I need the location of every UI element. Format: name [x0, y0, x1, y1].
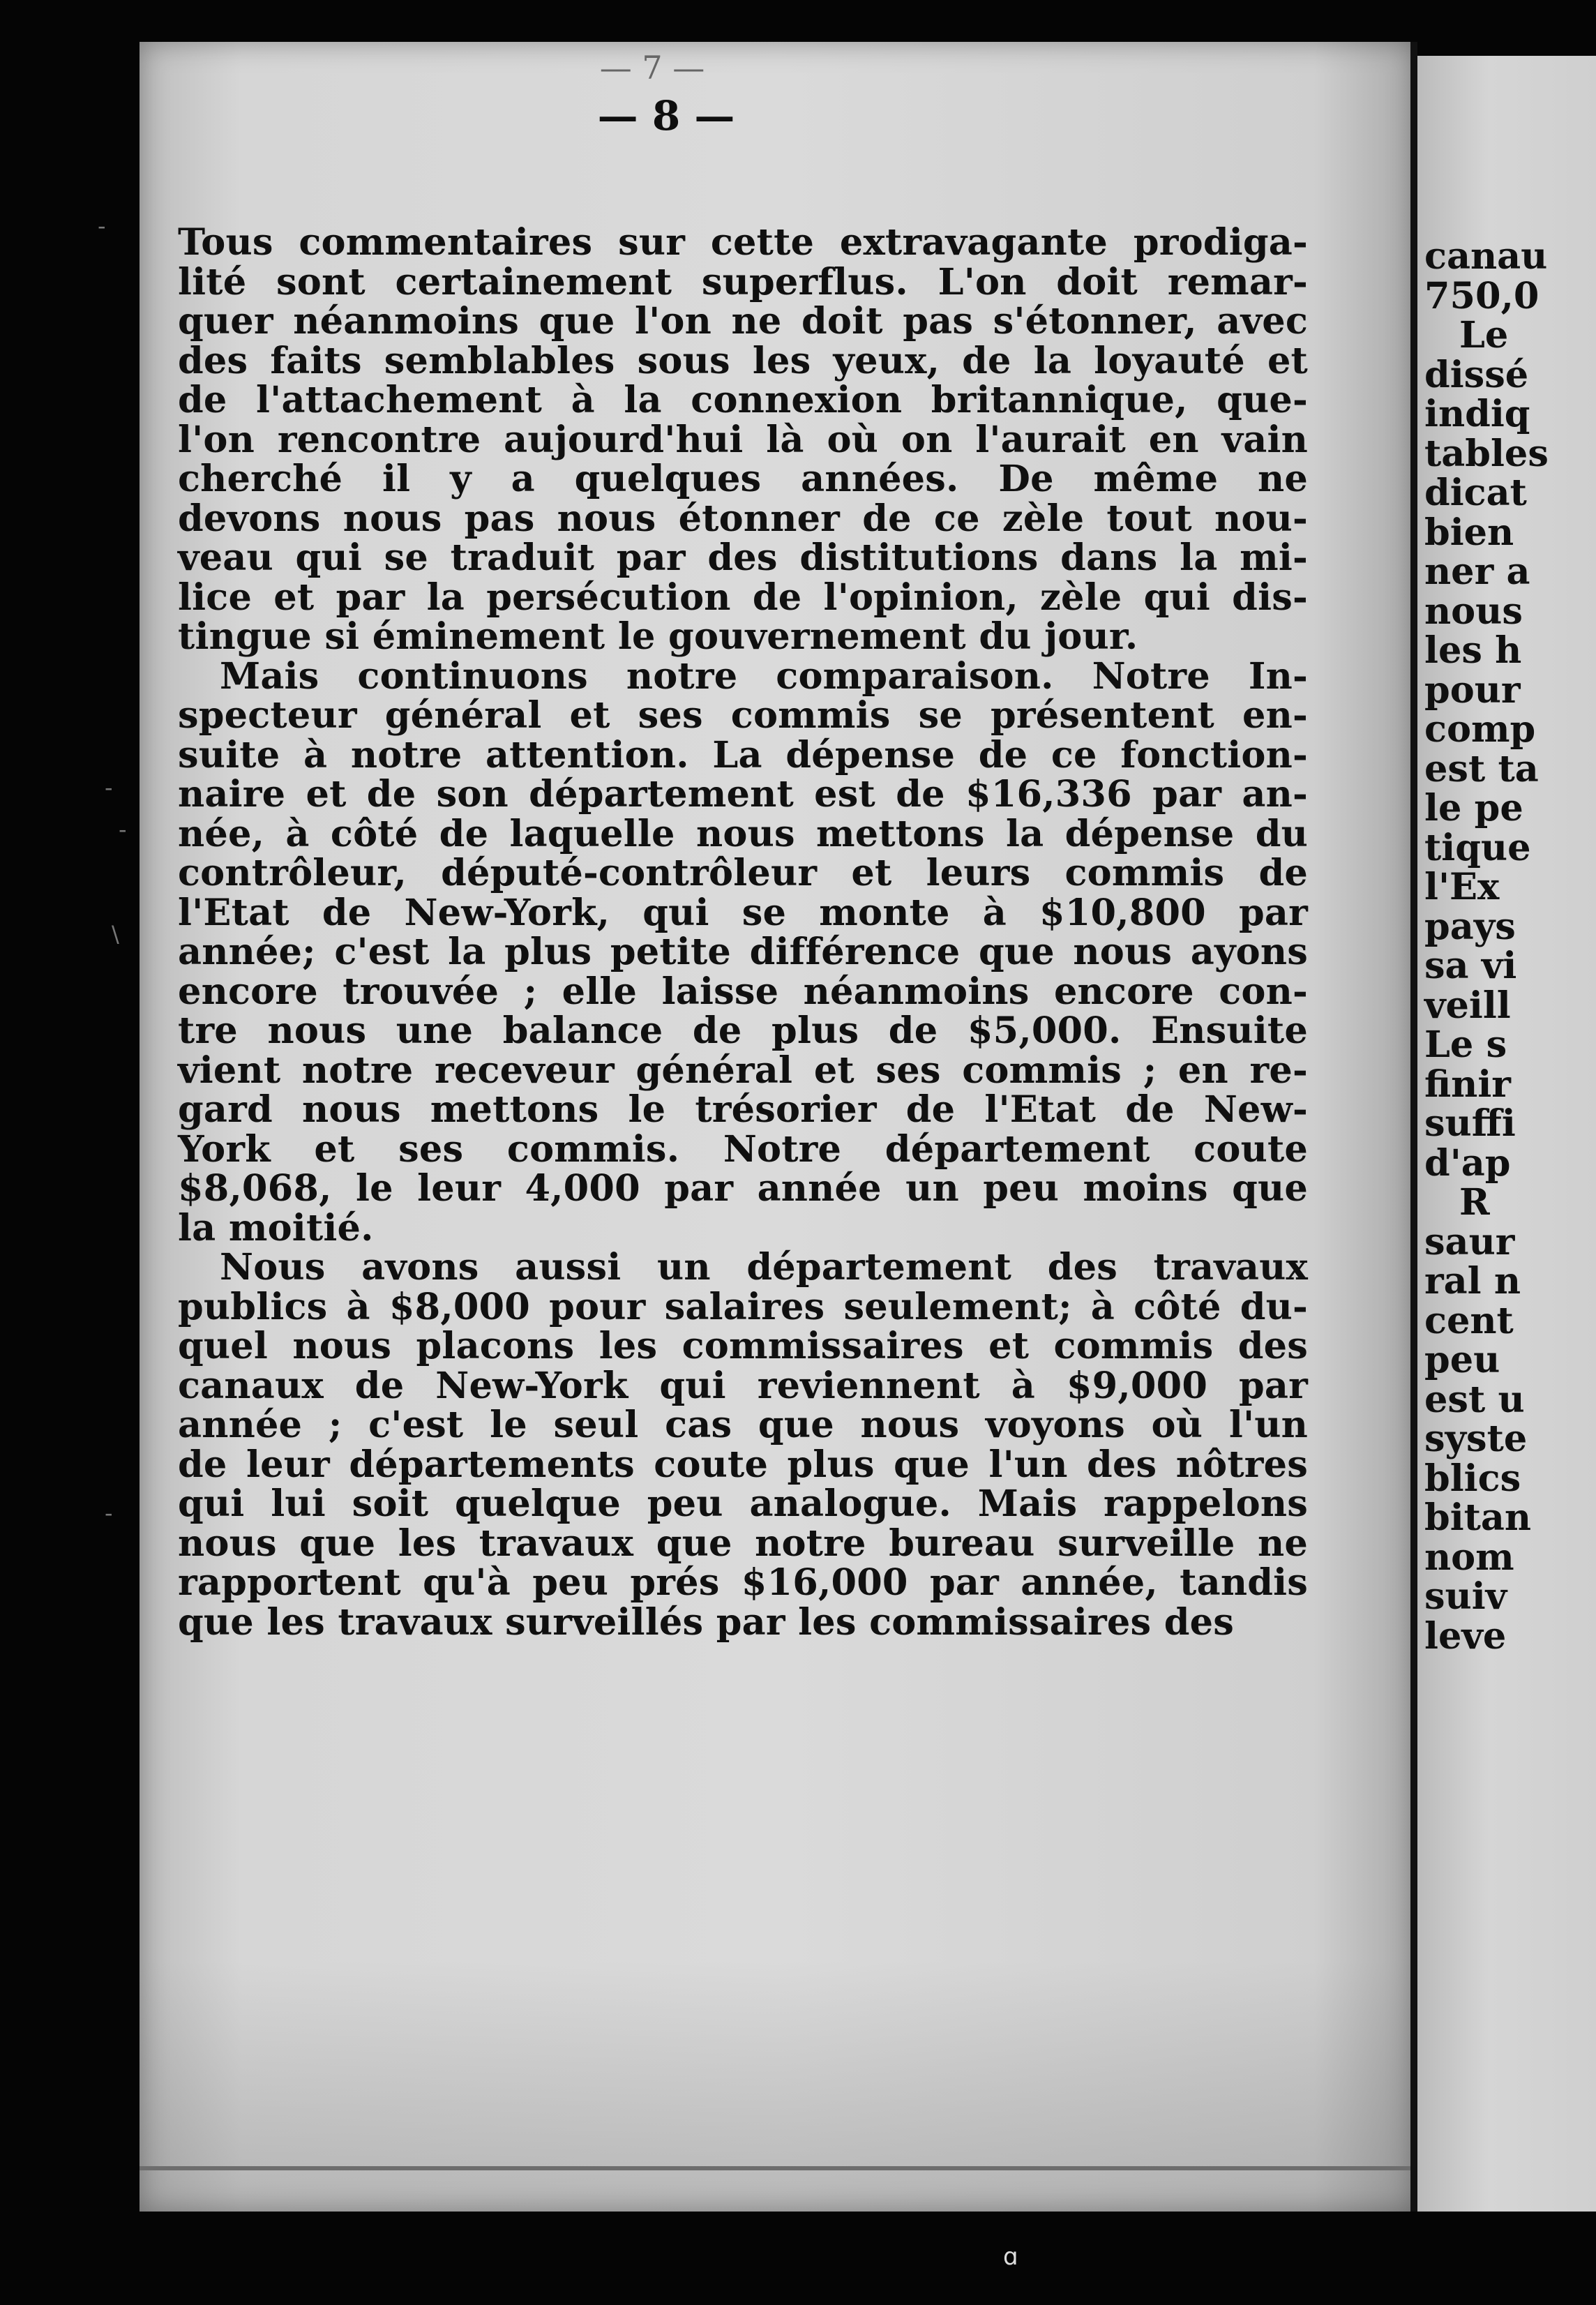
fragment-line: canau	[1424, 235, 1548, 278]
text-line: veau qui se traduit par des distitutions dans la mi-	[178, 536, 1308, 579]
fragment-line: est ta	[1424, 747, 1539, 790]
text-line: Nous avons aussi un département des travaux	[220, 1246, 1308, 1289]
margin-speck: \	[112, 921, 119, 947]
margin-speck: -	[105, 1500, 113, 1526]
margin-speck: -	[98, 213, 106, 239]
fragment-line: peu	[1424, 1339, 1500, 1381]
bottom-mark: ɑ	[1003, 2243, 1018, 2271]
text-line: devons nous pas nous étonner de ce zèle tout nou-	[178, 497, 1308, 540]
fragment-line: leve	[1424, 1614, 1507, 1658]
gutter-shadow	[1410, 42, 1417, 2212]
text-line: publics à $8,000 pour salaires seulement; à côté du-	[178, 1285, 1308, 1328]
text-line: gard nous mettons le trésorier de l'Etat de New-	[178, 1088, 1308, 1131]
text-line: quer néanmoins que l'on ne doit pas s'étonner, avec	[178, 300, 1308, 343]
fragment-line: indiq	[1424, 393, 1530, 435]
fragment-line: sa vi	[1424, 945, 1517, 987]
text-line: rapportent qu'à peu prés $16,000 par année, tandis	[178, 1561, 1308, 1604]
text-line: naire et de son département est de $16,336 par an-	[178, 773, 1308, 816]
text-line: lité sont certainement superflus. L'on doit remar-	[178, 260, 1308, 303]
page-number: — 8 —	[597, 92, 735, 140]
text-line: $8,068, le leur 4,000 par année un peu moins que	[178, 1167, 1308, 1210]
text-line: de leur départements coute plus que l'un des nôtres	[178, 1443, 1308, 1486]
adjacent-page-text	[1424, 237, 1596, 1656]
fragment-line: tique	[1424, 826, 1531, 869]
fragment-line: cent	[1424, 1299, 1514, 1342]
fragment-line: suiv	[1424, 1575, 1507, 1618]
fragment-line: finir	[1424, 1063, 1511, 1106]
text-line: contrôleur, député-contrôleur et leurs commis de	[178, 852, 1308, 894]
fragment-line: R	[1459, 1181, 1490, 1224]
fragment-line: Le s	[1424, 1023, 1507, 1066]
fragment-line: suffi	[1424, 1102, 1516, 1145]
text-line: specteur général et ses commis se présentent en-	[178, 694, 1308, 737]
text-line: née, à côté de laquelle nous mettons la dépense du	[178, 812, 1308, 855]
fragment-line: les h	[1424, 629, 1522, 672]
text-line: Mais continuons notre comparaison. Notre In-	[220, 654, 1308, 698]
text-line: la moitié.	[178, 1206, 374, 1249]
text-line: York et ses commis. Notre département coute	[178, 1127, 1308, 1171]
text-line: année ; c'est le seul cas que nous voyons où l'un	[178, 1404, 1308, 1446]
text-line: que les travaux surveillés par les commissaires des	[178, 1600, 1235, 1644]
fragment-line: dissé	[1424, 353, 1529, 396]
text-line: qui lui soit quelque peu analogue. Mais rappelons	[178, 1482, 1308, 1525]
fragment-line: syste	[1424, 1418, 1528, 1460]
fragment-line: saur	[1424, 1220, 1515, 1263]
text-line: nous que les travaux que notre bureau surveille ne	[178, 1522, 1308, 1565]
fragment-line: le pe	[1424, 787, 1523, 829]
body-text	[178, 223, 1308, 1642]
text-line: cherché il y a quelques années. De même ne	[178, 458, 1308, 500]
text-line: tre nous une balance de plus de $5,000. Ensuite	[178, 1009, 1308, 1052]
text-line: de l'attachement à la connexion britannique, que-	[178, 379, 1308, 421]
fragment-line: est u	[1424, 1378, 1525, 1421]
fragment-line: veill	[1424, 984, 1511, 1027]
text-line: année; c'est la plus petite différence que nous ayons	[178, 931, 1308, 973]
fragment-line: tables	[1424, 432, 1549, 475]
fragment-line: pour	[1424, 668, 1521, 712]
text-line: vient notre receveur général et ses commis ; en re-	[178, 1049, 1308, 1092]
text-line: encore trouvée ; elle laisse néanmoins encore con-	[178, 970, 1308, 1013]
text-line: l'on rencontre aujourd'hui là où on l'aurait en vain	[178, 418, 1308, 461]
text-line: suite à notre attention. La dépense de ce fonction-	[178, 733, 1308, 776]
fragment-line: d'ap	[1424, 1141, 1511, 1185]
text-line: l'Etat de New-York, qui se monte à $10,800 par	[178, 891, 1308, 934]
fragment-line: nous	[1424, 590, 1523, 633]
fragment-line: pays	[1424, 905, 1516, 948]
text-line: lice et par la persécution de l'opinion, zèle qui dis-	[178, 576, 1308, 619]
fragment-line: dicat	[1424, 472, 1527, 514]
fragment-line: blics	[1424, 1457, 1521, 1500]
fragment-line: bitan	[1424, 1496, 1532, 1539]
text-line: canaux de New-York qui reviennent à $9,000 par	[178, 1364, 1308, 1407]
text-line: des faits semblables sous les yeux, de la loyauté et	[178, 339, 1308, 382]
running-head-ghost: — 7 —	[599, 49, 705, 87]
text-line: Tous commentaires sur cette extravagante prodiga-	[178, 221, 1308, 264]
fragment-line: Le	[1459, 314, 1509, 356]
text-line: quel nous placons les commissaires et commis des	[178, 1325, 1308, 1367]
fragment-line: 750,0	[1424, 274, 1539, 317]
fragment-line: l'Ex	[1424, 866, 1500, 908]
page-bottom-edge	[140, 2166, 1416, 2170]
fragment-line: ner a	[1424, 550, 1530, 593]
fragment-line: nom	[1424, 1536, 1514, 1579]
margin-speck: -	[119, 816, 127, 843]
margin-speck: -	[105, 774, 113, 801]
text-line: tingue si éminement le gouvernement du jour.	[178, 615, 1138, 658]
fragment-line: bien	[1424, 511, 1514, 554]
fragment-line: comp	[1424, 708, 1536, 751]
fragment-line: ral n	[1424, 1260, 1521, 1302]
